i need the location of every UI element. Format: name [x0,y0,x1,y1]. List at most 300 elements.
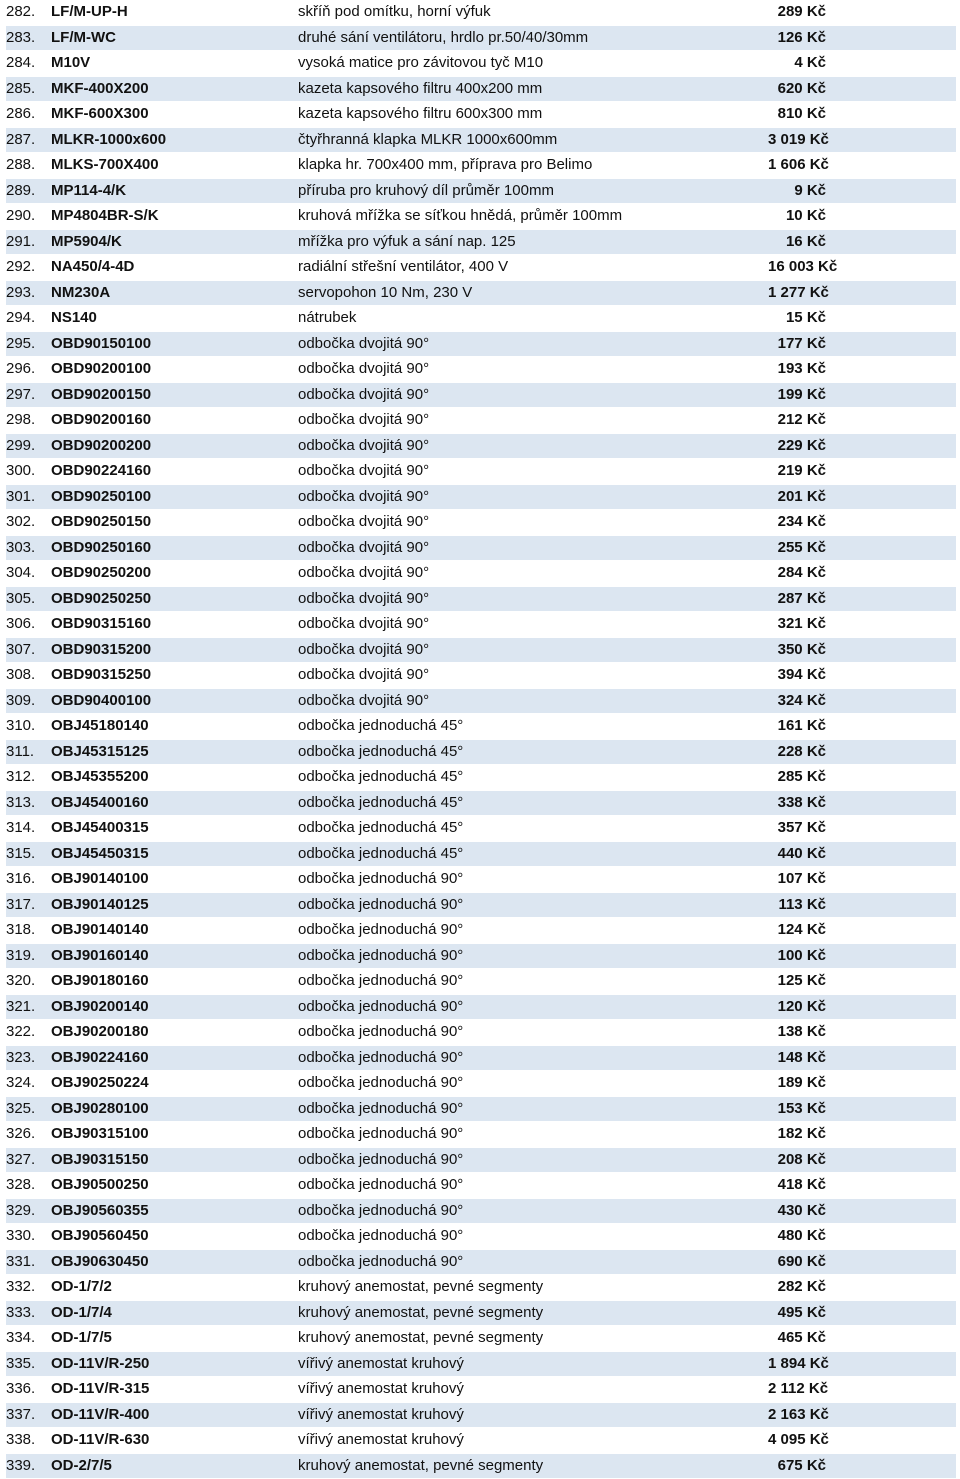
product-code: OBD90400100 [51,691,152,709]
row-spacer [826,357,956,383]
item-number: 320. [6,972,36,989]
product-description: odbočka dvojitá 90° [298,487,430,505]
item-number: 332. [6,1278,36,1295]
product-price: 1 894 Kč [768,1354,829,1372]
item-number: 334. [6,1329,36,1346]
product-code: OBJ90315100 [51,1125,149,1142]
table-row [6,25,956,51]
row-spacer [826,739,956,765]
table-row [6,816,956,842]
table-row [6,1300,956,1326]
table-row [6,637,956,663]
row-spacer [826,892,956,918]
table-row [6,1045,956,1071]
row-spacer [826,1173,956,1199]
product-description: odbočka dvojitá 90° [298,360,430,377]
table-row [6,867,956,893]
product-code: NS140 [51,309,97,326]
product-price: 113 Kč [778,895,826,913]
product-code: OBJ90560355 [51,1201,149,1219]
product-code: OBD90250150 [51,513,152,530]
product-code: OD-11V/R-400 [51,1405,150,1423]
product-description: odbočka dvojitá 90° [298,513,430,530]
row-spacer [826,1402,956,1428]
product-price: 282 Kč [777,1278,826,1295]
product-description: odbočka jednoduchá 90° [298,997,464,1015]
row-spacer [826,1071,956,1097]
item-number: 287. [6,130,36,148]
item-number: 314. [6,819,36,836]
product-price: 229 Kč [777,436,826,454]
row-spacer [826,127,956,153]
row-spacer [826,586,956,612]
table-row [6,1224,956,1250]
product-code: OBD90315160 [51,615,152,632]
item-number: 294. [6,309,36,326]
table-row [6,739,956,765]
row-spacer [826,153,956,179]
row-spacer [826,1249,956,1275]
product-code: OBJ90500250 [51,1176,149,1193]
table-row [6,153,956,179]
product-code: MP114-4/K [51,181,127,199]
product-price: 1 277 Kč [768,283,829,301]
table-row [6,714,956,740]
product-description: odbočka jednoduchá 45° [298,819,464,836]
product-description: odbočka jednoduchá 90° [298,1176,464,1193]
product-code: OBD90200200 [51,436,152,454]
product-code: OBJ90200180 [51,1023,149,1040]
item-number: 318. [6,921,36,938]
table-row [6,1071,956,1097]
product-description: odbočka dvojitá 90° [298,589,430,607]
table-row [6,535,956,561]
product-price: 321 Kč [777,615,826,632]
row-spacer [826,841,956,867]
product-price: 16 003 Kč [768,258,838,275]
product-code: OBJ90280100 [51,1099,149,1117]
product-description: kruhový anemostat, pevné segmenty [298,1456,544,1474]
item-number: 292. [6,258,36,275]
product-code: OD-1/7/5 [51,1329,112,1346]
table-row [6,1122,956,1148]
row-spacer [826,688,956,714]
row-spacer [826,1045,956,1071]
item-number: 326. [6,1125,36,1142]
item-number: 303. [6,538,36,556]
product-code: OBJ90140140 [51,921,149,938]
product-description: odbočka jednoduchá 90° [298,1125,464,1142]
product-price: 212 Kč [777,411,826,428]
product-code: OD-11V/R-315 [51,1380,150,1397]
product-description: odbočka dvojitá 90° [298,385,430,403]
item-number: 305. [6,589,36,607]
row-spacer [826,280,956,306]
product-code: OBD90200160 [51,411,152,428]
item-number: 312. [6,768,36,785]
item-number: 316. [6,870,36,887]
product-description: odbočka dvojitá 90° [298,436,430,454]
product-description: odbočka jednoduchá 90° [298,1074,464,1091]
product-code: OBJ45400315 [51,819,149,836]
product-description: klapka hr. 700x400 mm, příprava pro Belimo [298,156,593,173]
table-row [6,0,956,25]
product-code: OBJ90560450 [51,1227,149,1244]
product-description: odbočka jednoduchá 90° [298,1099,464,1117]
item-number: 317. [6,895,36,913]
row-spacer [826,204,956,230]
table-row [6,484,956,510]
row-spacer [826,1224,956,1250]
row-spacer [826,102,956,128]
table-row [6,612,956,638]
product-price: 120 Kč [777,997,826,1015]
product-description: odbočka jednoduchá 90° [298,1252,464,1270]
product-code: OBJ90630450 [51,1252,149,1270]
row-spacer [826,0,956,25]
table-row [6,408,956,434]
row-spacer [826,306,956,332]
table-row [6,663,956,689]
product-code: OBJ45450315 [51,844,149,862]
item-number: 327. [6,1150,36,1168]
table-row [6,892,956,918]
row-spacer [826,484,956,510]
product-code: NA450/4-4D [51,258,135,275]
row-spacer [826,867,956,893]
product-description: kruhová mřížka se síťkou hnědá, průměr 100mm [298,207,623,224]
table-row [6,1402,956,1428]
row-spacer [826,1096,956,1122]
table-row [6,1147,956,1173]
row-spacer [826,1275,956,1301]
item-number: 329. [6,1201,36,1219]
item-number: 302. [6,513,36,530]
product-code: OBJ90250224 [51,1074,149,1091]
item-number: 289. [6,181,36,199]
product-description: odbočka jednoduchá 90° [298,1227,464,1244]
product-price: 138 Kč [777,1023,826,1040]
product-code: OBD90224160 [51,462,152,479]
price-list-body [6,0,956,1479]
product-price: 16 Kč [785,232,826,250]
row-spacer [826,765,956,791]
item-number: 310. [6,717,36,734]
item-number: 284. [6,54,36,71]
product-code: LF/M-WC [51,28,116,46]
row-spacer [826,637,956,663]
product-price: 4 Kč [794,54,826,71]
product-code: MKF-600X300 [51,105,149,122]
item-number: 288. [6,156,36,173]
product-code: OBJ90200140 [51,997,149,1015]
product-price: 465 Kč [777,1329,826,1346]
product-price: 208 Kč [777,1150,826,1168]
row-spacer [826,561,956,587]
item-number: 285. [6,79,36,97]
product-code: LF/M-UP-H [51,3,128,20]
item-number: 311. [6,742,35,760]
table-row [6,178,956,204]
table-row [6,1377,956,1403]
row-spacer [826,178,956,204]
product-description: odbočka jednoduchá 45° [298,768,464,785]
table-row [6,433,956,459]
item-number: 297. [6,385,36,403]
item-number: 282. [6,3,36,20]
product-code: NM230A [51,283,111,301]
product-code: OBJ45315125 [51,742,149,760]
product-price: 182 Kč [777,1125,826,1142]
row-spacer [826,1198,956,1224]
product-code: OBD90250200 [51,564,152,581]
product-description: skříň pod omítku, horní výfuk [298,3,491,20]
product-price: 124 Kč [777,921,826,938]
product-description: odbočka jednoduchá 90° [298,972,464,989]
row-spacer [826,1377,956,1403]
product-price: 350 Kč [777,640,826,658]
item-number: 283. [6,28,36,46]
item-number: 333. [6,1303,36,1321]
table-row [6,1020,956,1046]
product-price: 107 Kč [777,870,826,887]
row-spacer [826,790,956,816]
product-description: kruhový anemostat, pevné segmenty [298,1278,544,1295]
product-price: 10 Kč [785,207,826,224]
row-spacer [826,459,956,485]
product-description: čtyřhranná klapka MLKR 1000x600mm [298,130,558,148]
product-description: příruba pro kruhový díl průměr 100mm [298,181,554,199]
row-spacer [826,1147,956,1173]
item-number: 308. [6,666,36,683]
product-price: 255 Kč [777,538,826,556]
table-row [6,561,956,587]
table-row [6,357,956,383]
item-number: 300. [6,462,36,479]
table-row [6,994,956,1020]
row-spacer [826,535,956,561]
product-price: 675 Kč [777,1456,826,1474]
table-row [6,510,956,536]
product-code: OD-11V/R-630 [51,1431,150,1448]
product-description: odbočka dvojitá 90° [298,640,430,658]
table-row [6,280,956,306]
product-price: 495 Kč [777,1303,826,1321]
item-number: 296. [6,360,36,377]
product-code: OBJ90180160 [51,972,149,989]
row-spacer [826,943,956,969]
row-spacer [826,1326,956,1352]
product-price: 1 606 Kč [768,156,829,173]
table-row [6,1249,956,1275]
row-spacer [826,408,956,434]
product-price: 289 Kč [777,3,826,20]
product-description: odbočka jednoduchá 90° [298,870,464,887]
price-list-table [6,0,956,1479]
product-price: 153 Kč [777,1099,826,1117]
product-description: vysoká matice pro závitovou tyč M10 [298,54,544,71]
item-number: 338. [6,1431,36,1448]
product-price: 126 Kč [777,28,826,46]
product-description: kazeta kapsového filtru 600x300 mm [298,105,543,122]
table-row [6,1173,956,1199]
table-row [6,1198,956,1224]
item-number: 309. [6,691,36,709]
row-spacer [826,76,956,102]
product-code: OBJ45180140 [51,717,149,734]
product-price: 125 Kč [777,972,826,989]
item-number: 291. [6,232,36,250]
product-price: 219 Kč [777,462,826,479]
table-row [6,841,956,867]
row-spacer [826,1453,956,1479]
item-number: 335. [6,1354,36,1372]
product-description: odbočka jednoduchá 90° [298,1201,464,1219]
table-row [6,688,956,714]
row-spacer [826,255,956,281]
item-number: 325. [6,1099,36,1117]
product-price: 193 Kč [777,360,826,377]
product-price: 234 Kč [777,513,826,530]
table-row [6,1428,956,1454]
product-code: OD-2/7/5 [51,1456,112,1474]
product-code: OD-1/7/4 [51,1303,112,1321]
product-code: OD-11V/R-250 [51,1354,150,1372]
item-number: 337. [6,1405,36,1423]
item-number: 331. [6,1252,36,1270]
product-code: MP5904/K [51,232,122,250]
product-price: 201 Kč [777,487,826,505]
product-description: kruhový anemostat, pevné segmenty [298,1303,544,1321]
product-description: odbočka dvojitá 90° [298,615,430,632]
item-number: 323. [6,1048,36,1066]
product-code: OBD90200100 [51,360,152,377]
table-row [6,1326,956,1352]
product-code: OBJ45355200 [51,768,149,785]
product-description: servopohon 10 Nm, 230 V [298,283,473,301]
item-number: 293. [6,283,36,301]
product-price: 324 Kč [777,691,826,709]
row-spacer [826,612,956,638]
table-row [6,586,956,612]
table-row [6,306,956,332]
item-number: 319. [6,946,36,964]
product-price: 148 Kč [777,1048,826,1066]
table-row [6,255,956,281]
product-code: OBJ90140125 [51,895,149,913]
product-description: kruhový anemostat, pevné segmenty [298,1329,544,1346]
row-spacer [826,918,956,944]
product-price: 810 Kč [777,105,826,122]
product-description: odbočka jednoduchá 90° [298,1150,464,1168]
row-spacer [826,994,956,1020]
table-row [6,76,956,102]
product-price: 177 Kč [777,334,826,352]
row-spacer [826,1122,956,1148]
product-code: OBD90315250 [51,666,152,683]
row-spacer [826,229,956,255]
item-number: 295. [6,334,36,352]
product-code: OBD90250250 [51,589,152,607]
item-number: 315. [6,844,36,862]
row-spacer [826,331,956,357]
product-description: kazeta kapsového filtru 400x200 mm [298,79,543,97]
product-description: mřížka pro výfuk a sání nap. 125 [298,232,516,250]
product-code: OBJ90315150 [51,1150,149,1168]
row-spacer [826,714,956,740]
product-code: MKF-400X200 [51,79,149,97]
product-description: odbočka jednoduchá 45° [298,717,464,734]
product-price: 3 019 Kč [768,130,829,148]
product-description: odbočka jednoduchá 45° [298,844,464,862]
product-price: 284 Kč [777,564,826,581]
row-spacer [826,510,956,536]
item-number: 299. [6,436,36,454]
item-number: 290. [6,207,36,224]
product-price: 690 Kč [777,1252,826,1270]
product-description: odbočka dvojitá 90° [298,334,430,352]
table-row [6,204,956,230]
table-row [6,229,956,255]
product-price: 285 Kč [777,768,826,785]
row-spacer [826,1300,956,1326]
product-description: odbočka dvojitá 90° [298,462,430,479]
product-price: 199 Kč [777,385,826,403]
table-row [6,331,956,357]
product-code: MLKR-1000x600 [51,130,167,148]
product-code: OBD90250160 [51,538,152,556]
product-price: 287 Kč [777,589,826,607]
table-row [6,1453,956,1479]
product-description: odbočka dvojitá 90° [298,411,430,428]
product-price: 480 Kč [777,1227,826,1244]
product-description: odbočka jednoduchá 90° [298,1023,464,1040]
product-description: odbočka dvojitá 90° [298,666,430,683]
product-price: 430 Kč [777,1201,826,1219]
product-price: 4 095 Kč [768,1431,829,1448]
product-price: 9 Kč [794,181,826,199]
row-spacer [826,51,956,77]
table-row [6,1351,956,1377]
product-description: odbočka dvojitá 90° [298,538,430,556]
item-number: 307. [6,640,36,658]
item-number: 306. [6,615,36,632]
table-row [6,765,956,791]
item-number: 321. [6,997,36,1015]
product-description: odbočka dvojitá 90° [298,564,430,581]
product-code: OBJ90140100 [51,870,149,887]
product-price: 228 Kč [777,742,826,760]
product-price: 418 Kč [777,1176,826,1193]
item-number: 298. [6,411,36,428]
product-price: 189 Kč [777,1074,826,1091]
product-description: odbočka jednoduchá 90° [298,946,464,964]
product-description: odbočka jednoduchá 45° [298,742,464,760]
product-code: OBJ90160140 [51,946,149,964]
table-row [6,51,956,77]
product-price: 394 Kč [777,666,826,683]
product-code: M10V [51,54,91,71]
row-spacer [826,969,956,995]
product-description: vířivý anemostat kruhový [298,1380,464,1397]
item-number: 313. [6,793,36,811]
product-code: MLKS-700X400 [51,156,159,173]
product-description: odbočka jednoduchá 90° [298,921,464,938]
product-code: OBD90250100 [51,487,152,505]
row-spacer [826,25,956,51]
product-description: nátrubek [298,309,357,326]
product-description: radiální střešní ventilátor, 400 V [298,258,509,275]
